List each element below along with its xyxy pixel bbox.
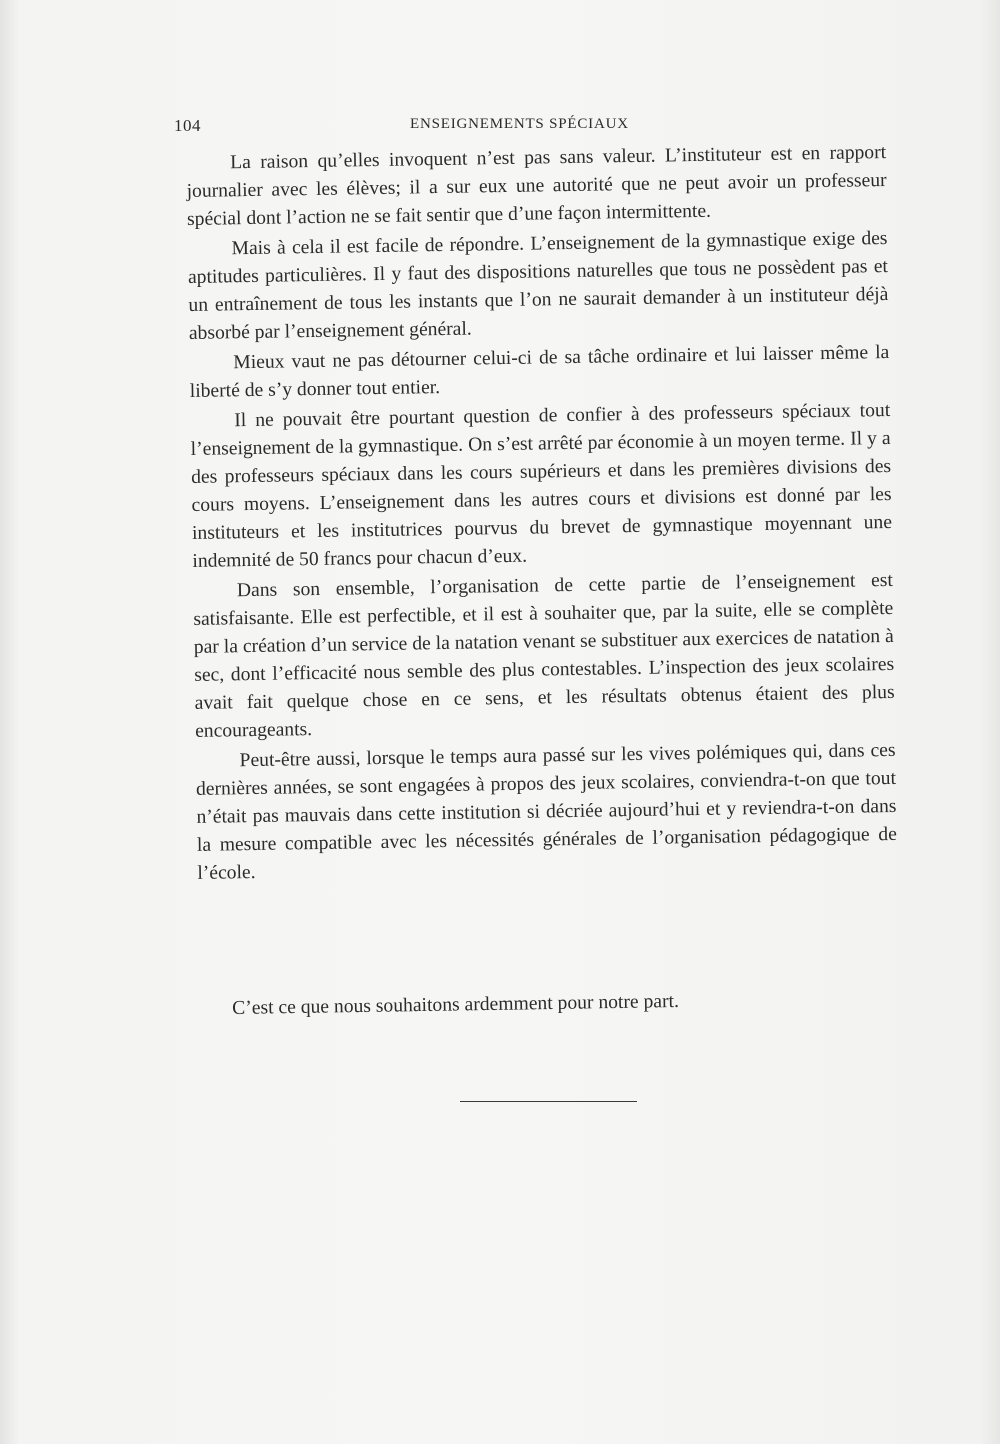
paragraph: Peut-être aussi, lorsque le temps aura passé sur les vives polémiques qui, dans ces dernières années, se sont engagées à propos des jeux scolaires, conviendra-t-on que tout n’était pas mauvais dans cette institution si décriée aujourd’hui et y reviendra-t-on dans la mesure compatible avec les nécessités générales de l’organisation pédagogique de l’école. xyxy=(195,739,898,884)
paragraph: Mais à cela il est facile de répondre. L’enseignement de la gymnastique exige des aptitudes particulières. Il y faut des dispositions naturelles que tous ne possèdent pas et un entraînement de tous les instants que l’on ne saurait demander à un instituteur déjà absorbé par l’enseignement général. xyxy=(187,227,889,344)
section-end-rule xyxy=(460,1101,637,1102)
closing-sentence: C’est ce que nous souhaitons ardemment pour notre part. xyxy=(232,990,680,1019)
paragraph: Il ne pouvait être pourtant question de confier à des professeurs spéciaux tout l’enseignement de la gymnastique. On s’est arrêté par économie à un moyen terme. Il y a des professeurs spéciaux dans les cours supérieurs et dans les premières divisions des cours moyens. L’enseignement dans les autres cours et divisions est donné par les instituteurs et les institutrices pourvus du brevet de gymnastique moyennant une indemnité de 50 francs pour chacun d’eux. xyxy=(190,399,893,572)
paragraph: Mieux vaut ne pas détourner celui-ci de sa tâche ordinaire et lui laisser même la liberté de s’y donner tout entier. xyxy=(189,341,890,402)
paragraph: Dans son ensemble, l’organisation de cette partie de l’enseignement est satisfaisante. Elle est perfectible, et il est à souhaiter que, par la suite, elle se complète par la création d’un service de la natation venant se substituer aux exercices de natation à sec, dont l’efficacité nous semble des plus contestables. L’inspection des jeux scolaires avait fait quelque chose en ce sens, et les résultats obtenus étaient des plus encourageants. xyxy=(193,569,895,742)
running-head: ENSEIGNEMENTS SPÉCIAUX xyxy=(410,116,629,132)
paragraph: La raison qu’elles invoquent n’est pas sans valeur. L’instituteur est en rapport journalier avec les élèves; il a sur eux une autorité que ne peut avoir un professeur spécial dont l’action ne se fait sentir que d’une façon intermittente. xyxy=(186,142,887,230)
body-text xyxy=(186,139,898,890)
page-number: 104 xyxy=(174,116,201,135)
page-header xyxy=(174,116,694,140)
